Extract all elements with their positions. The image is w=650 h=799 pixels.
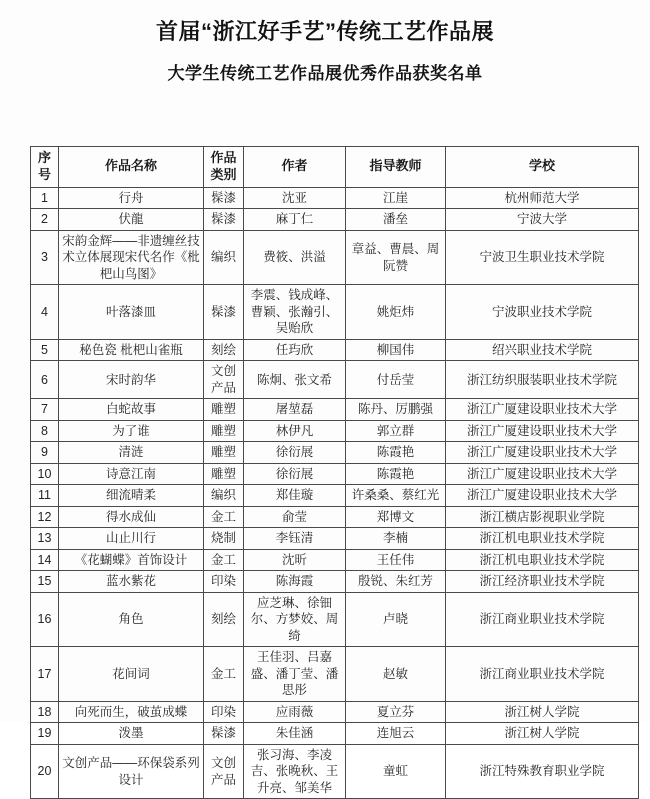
- table-cell: 文创产品: [204, 361, 244, 399]
- table-cell: 8: [31, 420, 59, 442]
- table-row: [31, 744, 639, 799]
- table-cell: 浙江广厦建设职业技术大学: [446, 485, 639, 507]
- table-cell: 宋时韵华: [59, 361, 204, 399]
- table-cell: 浙江树人学院: [446, 701, 639, 723]
- table-header-cell: 作者: [244, 147, 346, 188]
- table-cell: 浙江纺织服装职业技术学院: [446, 361, 639, 399]
- table-cell: 雕塑: [204, 420, 244, 442]
- table-cell: 陈丹、厉鹏强: [346, 399, 446, 421]
- table-cell: 15: [31, 571, 59, 593]
- table-cell: 徐衍展: [244, 463, 346, 485]
- table-cell: 山止川行: [59, 528, 204, 550]
- table-cell: 浙江广厦建设职业技术大学: [446, 399, 639, 421]
- table-row: [31, 285, 639, 340]
- table-cell: 连旭云: [346, 723, 446, 745]
- table-cell: 姚炬炜: [346, 285, 446, 340]
- table-cell: 印染: [204, 571, 244, 593]
- table-cell: 应雨薇: [244, 701, 346, 723]
- table-cell: 林伊凡: [244, 420, 346, 442]
- table-cell: 12: [31, 506, 59, 528]
- table-cell: 浙江广厦建设职业技术大学: [446, 420, 639, 442]
- table-cell: 10: [31, 463, 59, 485]
- table-cell: 泼墨: [59, 723, 204, 745]
- table-cell: 浙江机电职业技术学院: [446, 528, 639, 550]
- table-cell: 浙江经济职业技术学院: [446, 571, 639, 593]
- table-cell: 绍兴职业技术学院: [446, 339, 639, 361]
- table-cell: 印染: [204, 701, 244, 723]
- table-row: [31, 647, 639, 702]
- table-cell: 宋韵金辉——非遗缠丝技术立体展现宋代名作《枇杷山鸟图》: [59, 230, 204, 285]
- table-row: [31, 442, 639, 464]
- table-row: [31, 592, 639, 647]
- table-row: [31, 571, 639, 593]
- table-cell: 3: [31, 230, 59, 285]
- table-cell: 郑博文: [346, 506, 446, 528]
- table-cell: 童虹: [346, 744, 446, 799]
- table-row: [31, 399, 639, 421]
- table-cell: 髹漆: [204, 187, 244, 209]
- table-header-cell: 作品名称: [59, 147, 204, 188]
- table-cell: 赵敏: [346, 647, 446, 702]
- table-cell: 费筱、洪溢: [244, 230, 346, 285]
- table-cell: 5: [31, 339, 59, 361]
- table-cell: 浙江机电职业技术学院: [446, 549, 639, 571]
- table-cell: 金工: [204, 506, 244, 528]
- table-cell: 髹漆: [204, 209, 244, 231]
- table-cell: 殷锐、朱红芳: [346, 571, 446, 593]
- table-row: [31, 420, 639, 442]
- table-cell: 刻绘: [204, 592, 244, 647]
- table-row: [31, 209, 639, 231]
- table-cell: 伏龍: [59, 209, 204, 231]
- page-subtitle: 大学生传统工艺作品展优秀作品获奖名单: [167, 64, 483, 83]
- table-cell: 20: [31, 744, 59, 799]
- table-cell: 柳国伟: [346, 339, 446, 361]
- table-cell: 向死而生，破茧成蝶: [59, 701, 204, 723]
- table-cell: 叶落漆皿: [59, 285, 204, 340]
- table-cell: 浙江商业职业技术学院: [446, 647, 639, 702]
- table-row: [31, 528, 639, 550]
- table-cell: 9: [31, 442, 59, 464]
- table-cell: 文创产品——环保袋系列设计: [59, 744, 204, 799]
- table-cell: 潘垒: [346, 209, 446, 231]
- table-cell: 清涟: [59, 442, 204, 464]
- table-cell: 陈海霞: [244, 571, 346, 593]
- table-cell: 髹漆: [204, 723, 244, 745]
- table-header-row: [31, 147, 639, 188]
- table-cell: 章益、曹晨、周阮赞: [346, 230, 446, 285]
- table-cell: 杭州师范大学: [446, 187, 639, 209]
- table-cell: 蓝水紫花: [59, 571, 204, 593]
- table-cell: 陈霞艳: [346, 442, 446, 464]
- table-row: [31, 339, 639, 361]
- table-cell: 徐衍展: [244, 442, 346, 464]
- table-cell: 秘色瓷 枇杷山雀瓶: [59, 339, 204, 361]
- table-cell: 髹漆: [204, 285, 244, 340]
- table-cell: 4: [31, 285, 59, 340]
- table-cell: 7: [31, 399, 59, 421]
- table-cell: 应芝琳、徐钿尔、方梦姣、周绮: [244, 592, 346, 647]
- table-cell: 《花蝴蝶》首饰设计: [59, 549, 204, 571]
- table-cell: 浙江商业职业技术学院: [446, 592, 639, 647]
- table-cell: 朱佳涵: [244, 723, 346, 745]
- table-cell: 浙江特殊教育职业学院: [446, 744, 639, 799]
- table-cell: 6: [31, 361, 59, 399]
- table-cell: 编织: [204, 485, 244, 507]
- table-cell: 刻绘: [204, 339, 244, 361]
- table-cell: 江崖: [346, 187, 446, 209]
- table-cell: 李钰清: [244, 528, 346, 550]
- table-cell: 任玙欣: [244, 339, 346, 361]
- table-row: [31, 701, 639, 723]
- table-cell: 宁波职业技术学院: [446, 285, 639, 340]
- table-cell: 沈昕: [244, 549, 346, 571]
- table-cell: 文创产品: [204, 744, 244, 799]
- table-cell: 麻丁仁: [244, 209, 346, 231]
- table-cell: 卢晓: [346, 592, 446, 647]
- table-cell: 俞莹: [244, 506, 346, 528]
- table-cell: 浙江横店影视职业学院: [446, 506, 639, 528]
- table-cell: 得水成仙: [59, 506, 204, 528]
- table-cell: 付岳莹: [346, 361, 446, 399]
- table-cell: 张习海、李凌吉、张晚秋、王升亮、邹美华: [244, 744, 346, 799]
- table-row: [31, 485, 639, 507]
- table-cell: 陈霞艳: [346, 463, 446, 485]
- table-row: [31, 463, 639, 485]
- table-cell: 细流晴柔: [59, 485, 204, 507]
- table-cell: 李楠: [346, 528, 446, 550]
- table-cell: 浙江树人学院: [446, 723, 639, 745]
- table-cell: 沈亚: [244, 187, 346, 209]
- table-cell: 2: [31, 209, 59, 231]
- table-cell: 陈炯、张文希: [244, 361, 346, 399]
- table-cell: 11: [31, 485, 59, 507]
- table-cell: 郭立群: [346, 420, 446, 442]
- table-cell: 宁波卫生职业技术学院: [446, 230, 639, 285]
- table-row: [31, 549, 639, 571]
- table-row: [31, 230, 639, 285]
- table-header-cell: 指导教师: [346, 147, 446, 188]
- table-cell: 白蛇故事: [59, 399, 204, 421]
- table-cell: 为了谁: [59, 420, 204, 442]
- table-cell: 18: [31, 701, 59, 723]
- table-cell: 雕塑: [204, 442, 244, 464]
- table-cell: 浙江广厦建设职业技术大学: [446, 442, 639, 464]
- table-body: [31, 187, 639, 799]
- table-cell: 金工: [204, 647, 244, 702]
- page-title: 首届“浙江好手艺”传统工艺作品展: [155, 19, 494, 44]
- table-cell: 16: [31, 592, 59, 647]
- table-header-cell: 作品类别: [204, 147, 244, 188]
- table-row: [31, 361, 639, 399]
- table-cell: 编织: [204, 230, 244, 285]
- table-cell: 1: [31, 187, 59, 209]
- table-cell: 屠堃磊: [244, 399, 346, 421]
- table-row: [31, 506, 639, 528]
- table-cell: 浙江广厦建设职业技术大学: [446, 463, 639, 485]
- table-cell: 花间词: [59, 647, 204, 702]
- table-cell: 烧制: [204, 528, 244, 550]
- table-cell: 行舟: [59, 187, 204, 209]
- table-cell: 诗意江南: [59, 463, 204, 485]
- table-header-cell: 序号: [31, 147, 59, 188]
- table-cell: 王任伟: [346, 549, 446, 571]
- table-cell: 雕塑: [204, 463, 244, 485]
- awards-table: [30, 146, 639, 799]
- table-row: [31, 187, 639, 209]
- table-cell: 17: [31, 647, 59, 702]
- table-cell: 夏立芬: [346, 701, 446, 723]
- table-cell: 角色: [59, 592, 204, 647]
- table-cell: 14: [31, 549, 59, 571]
- table-cell: 19: [31, 723, 59, 745]
- table-cell: 郑佳璇: [244, 485, 346, 507]
- table-cell: 王佳羽、吕嘉盛、潘丁莹、潘思彤: [244, 647, 346, 702]
- table-cell: 金工: [204, 549, 244, 571]
- table-cell: 雕塑: [204, 399, 244, 421]
- table-cell: 13: [31, 528, 59, 550]
- table-header-cell: 学校: [446, 147, 639, 188]
- table-row: [31, 723, 639, 745]
- table-cell: 宁波大学: [446, 209, 639, 231]
- table-cell: 许桑桑、蔡红光: [346, 485, 446, 507]
- table-cell: 李震、钱成峰、曹颖、张瀚引、吴贻欣: [244, 285, 346, 340]
